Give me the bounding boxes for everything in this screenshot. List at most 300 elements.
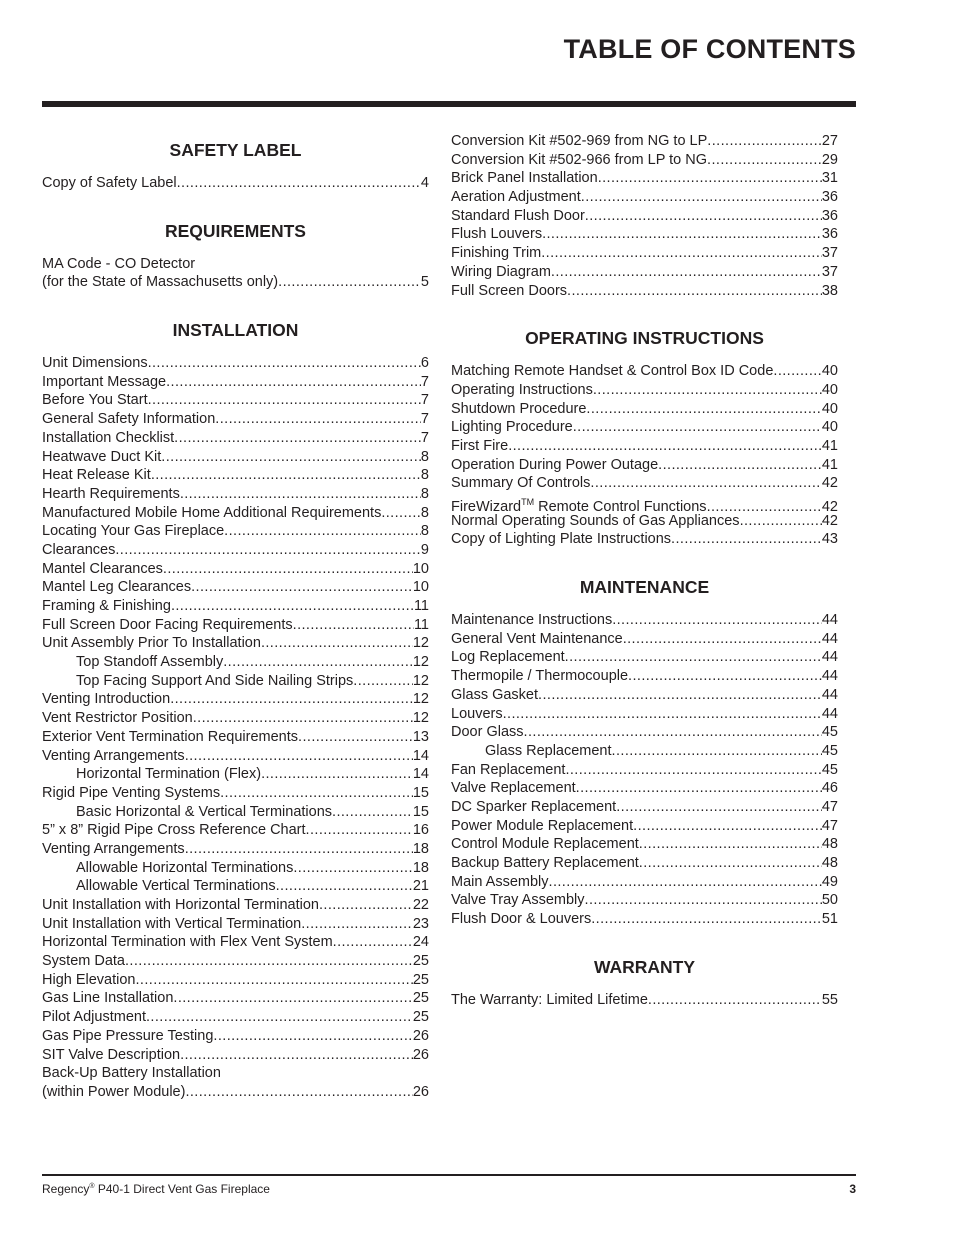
toc-entry-page-number: 41 <box>821 456 838 473</box>
dot-leader <box>633 817 822 836</box>
toc-entry-title: Before You Start <box>42 392 148 409</box>
toc-entry-list <box>42 255 429 292</box>
toc-entry-title: Installation Checklist <box>42 429 175 446</box>
toc-entry-title: Venting Arrangements <box>42 840 185 857</box>
dot-leader <box>542 225 822 244</box>
toc-entry-title: General Vent Maintenance <box>451 630 623 647</box>
dot-leader <box>623 630 822 649</box>
toc-entry[interactable] <box>451 611 838 630</box>
section-heading-requirements: REQUIREMENTS <box>165 220 306 241</box>
toc-entry-page-number: 14 <box>412 747 429 764</box>
toc-entry[interactable] <box>451 244 838 263</box>
toc-entry-page-number: 25 <box>412 990 429 1007</box>
toc-entry-page-number: 40 <box>821 381 838 398</box>
toc-entry[interactable] <box>451 854 838 873</box>
toc-entry-title: Unit Assembly Prior To Installation <box>42 635 261 652</box>
section-heading-safety-label: SAFETY LABEL <box>169 140 302 160</box>
dot-leader <box>551 263 822 282</box>
toc-entry[interactable] <box>451 418 838 437</box>
toc-entry[interactable] <box>42 821 429 840</box>
section-heading-operating-instructions: OPERATING INSTRUCTIONS <box>525 328 764 349</box>
toc-entry[interactable] <box>451 705 838 724</box>
toc-entry[interactable] <box>451 910 838 929</box>
top-divider <box>42 101 856 107</box>
toc-entry-title: General Safety Information <box>42 411 216 428</box>
dot-leader <box>541 244 822 263</box>
toc-entry[interactable] <box>42 522 429 541</box>
toc-entry-page-number: 40 <box>821 419 838 436</box>
toc-entry[interactable] <box>451 817 838 836</box>
dot-leader <box>567 282 822 301</box>
toc-entry[interactable] <box>42 174 429 193</box>
toc-entry-page-number: 10 <box>412 560 429 577</box>
dot-leader <box>220 784 413 803</box>
toc-entry-title: Unit Dimensions <box>42 355 148 372</box>
dot-leader <box>612 742 822 761</box>
dot-leader <box>508 437 822 456</box>
dot-leader <box>658 456 822 475</box>
toc-entry-page-number: 40 <box>821 400 838 417</box>
toc-entry-page-number: 36 <box>821 226 838 243</box>
toc-entry-page-number: 16 <box>412 822 429 839</box>
section-heading-installation: INSTALLATION <box>172 320 299 341</box>
toc-entry[interactable] <box>42 273 429 292</box>
dot-leader <box>136 971 413 990</box>
toc-entry-page-number: 25 <box>412 1009 429 1026</box>
toc-entry[interactable] <box>451 530 838 549</box>
toc-entry-title: Allowable Horizontal Terminations <box>76 859 294 876</box>
toc-entry[interactable] <box>451 151 838 170</box>
dot-leader <box>616 798 822 817</box>
toc-entry[interactable] <box>42 255 429 274</box>
toc-entry-title: Normal Operating Sounds of Gas Appliances <box>451 512 740 529</box>
dot-leader <box>174 429 421 448</box>
toc-entry-title: Lighting Procedure <box>451 419 573 436</box>
dot-leader <box>298 728 413 747</box>
dot-leader <box>146 1008 413 1027</box>
dot-leader <box>185 747 413 766</box>
toc-entry-title: Manufactured Mobile Home Additional Requirements <box>42 504 382 521</box>
dot-leader <box>333 933 413 952</box>
toc-entry-title: DC Sparker Replacement <box>451 798 617 815</box>
toc-entry-page-number: 12 <box>412 691 429 708</box>
toc-entry[interactable] <box>451 991 838 1010</box>
toc-entry-title: Top Facing Support And Side Nailing Strips <box>76 672 354 689</box>
dot-leader <box>170 690 413 709</box>
toc-entry-title: Wiring Diagram <box>451 263 551 280</box>
toc-entry-title: Basic Horizontal & Vertical Terminations <box>76 803 333 820</box>
toc-entry-page-number: 8 <box>420 448 429 465</box>
toc-entry-page-number: 18 <box>412 859 429 876</box>
toc-entry[interactable] <box>451 132 838 151</box>
toc-entry-title: Locating Your Gas Fireplace <box>42 523 225 540</box>
footer-page-number: 3 <box>849 1182 856 1196</box>
toc-entry-title: Glass Gasket <box>451 686 539 703</box>
toc-entry[interactable] <box>451 282 838 301</box>
toc-entry-title: Copy of Safety Label <box>42 175 177 191</box>
toc-entry[interactable] <box>451 891 838 910</box>
toc-entry[interactable] <box>42 391 429 410</box>
dot-leader <box>163 560 413 579</box>
toc-entry-title: Glass Replacement <box>485 742 612 759</box>
toc-entry-page-number: 8 <box>420 504 429 521</box>
toc-entry[interactable] <box>42 1083 429 1102</box>
toc-entry[interactable] <box>451 742 838 761</box>
toc-entry-title: Valve Tray Assembly <box>451 892 585 909</box>
dot-leader <box>585 891 822 910</box>
toc-entry-title: Shutdown Procedure <box>451 400 587 417</box>
toc-entry-page-number: 50 <box>821 892 838 909</box>
toc-entry[interactable] <box>42 373 429 392</box>
toc-entry-page-number: 48 <box>821 855 838 871</box>
toc-entry-page-number: 45 <box>821 724 838 741</box>
dot-leader <box>549 873 822 892</box>
toc-entry-page-number: 12 <box>412 635 429 652</box>
toc-entry-page-number: 8 <box>420 485 429 502</box>
toc-entry-title: Allowable Vertical Terminations <box>76 878 276 895</box>
toc-entry-page-number: 6 <box>420 355 429 372</box>
dot-leader <box>639 835 822 854</box>
toc-entry-page-number: 7 <box>420 392 429 409</box>
dot-leader <box>173 989 412 1008</box>
dot-leader <box>161 448 421 467</box>
toc-entry-title: The Warranty: Limited Lifetime <box>451 991 648 1008</box>
dot-leader <box>591 910 822 929</box>
toc-entry[interactable] <box>42 634 429 653</box>
toc-entry-title: Gas Pipe Pressure Testing <box>42 1027 214 1044</box>
registered-mark: ® <box>89 1183 95 1190</box>
toc-entry-page-number: 44 <box>821 630 838 647</box>
bottom-divider <box>42 1174 856 1176</box>
toc-entry[interactable] <box>42 896 429 915</box>
dot-leader <box>261 765 413 784</box>
toc-entry[interactable] <box>451 798 838 817</box>
toc-entry-title: Pilot Adjustment <box>42 1009 146 1026</box>
toc-entry-page-number: 12 <box>412 710 429 727</box>
toc-entry-title: (within Power Module) <box>42 1083 186 1100</box>
toc-entry-title: Flush Door & Louvers <box>451 911 592 928</box>
dot-leader <box>166 373 421 392</box>
toc-entry-title: Venting Introduction <box>42 691 171 708</box>
toc-entry-page-number: 45 <box>821 761 838 778</box>
toc-entry-page-number: 14 <box>412 766 429 783</box>
toc-entry-page-number: 5 <box>420 274 429 291</box>
toc-entry-title: Louvers <box>451 705 503 722</box>
dot-leader <box>648 991 822 1010</box>
toc-entry[interactable] <box>451 835 838 854</box>
toc-entry[interactable] <box>42 616 429 635</box>
toc-entry-page-number: 37 <box>821 263 838 280</box>
toc-entry[interactable] <box>42 840 429 859</box>
dot-leader <box>151 466 421 485</box>
toc-entry[interactable] <box>451 873 838 892</box>
trademark-mark: TM <box>521 497 535 507</box>
toc-entry-title: Rigid Pipe Venting Systems <box>42 784 221 801</box>
dot-leader <box>565 648 822 667</box>
toc-entry[interactable] <box>451 169 838 188</box>
toc-entry[interactable] <box>42 1064 429 1083</box>
toc-entry-page-number: 9 <box>420 541 429 558</box>
toc-entry-title: Conversion Kit #502-969 from NG to LP <box>451 133 708 149</box>
toc-entry[interactable] <box>451 630 838 649</box>
dot-leader <box>773 362 821 381</box>
toc-entry-title: Important Message <box>42 373 167 390</box>
toc-entry-page-number: 26 <box>412 1083 429 1100</box>
toc-entry-page-number: 43 <box>821 531 838 548</box>
toc-entry[interactable] <box>451 225 838 244</box>
toc-entry-title: Summary Of Controls <box>451 475 591 492</box>
toc-entry-title: Heat Release Kit <box>42 467 151 484</box>
toc-entry-page-number: 26 <box>412 1046 429 1063</box>
toc-entry-page-number: 12 <box>412 672 429 689</box>
dot-leader <box>319 896 413 915</box>
toc-entry-list <box>451 611 838 929</box>
dot-leader <box>185 840 413 859</box>
toc-entry-page-number: 10 <box>412 579 429 596</box>
dot-leader <box>628 667 822 686</box>
dot-leader <box>538 686 822 705</box>
toc-entry[interactable] <box>451 493 838 515</box>
toc-entry-page-number: 47 <box>821 798 838 815</box>
section-heading-warranty: WARRANTY <box>593 956 696 977</box>
toc-entry-page-number: 12 <box>412 654 429 671</box>
dot-leader <box>148 354 421 373</box>
toc-entry-title: Conversion Kit #502-966 from LP to NG <box>451 151 708 168</box>
dot-leader <box>332 803 413 822</box>
dot-leader <box>585 207 822 226</box>
toc-entry[interactable] <box>451 381 838 400</box>
toc-entry-page-number: 42 <box>821 512 838 529</box>
footer-brand: Regency <box>42 1182 90 1196</box>
toc-entry-list <box>42 354 429 1102</box>
toc-entry-list <box>451 991 838 1010</box>
toc-entry-title: Gas Line Installation <box>42 990 174 1007</box>
toc-entry-title: MA Code - CO Detector <box>42 255 196 272</box>
dot-leader <box>223 653 413 672</box>
toc-entry[interactable] <box>42 971 429 990</box>
dot-leader <box>381 504 421 523</box>
toc-entry-title: Vent Restrictor Position <box>42 710 193 727</box>
toc-entry-page-number: 23 <box>412 915 429 932</box>
dot-leader <box>213 1027 412 1046</box>
toc-entry-title: Mantel Leg Clearances <box>42 579 192 596</box>
toc-entry[interactable] <box>42 448 429 467</box>
toc-entry-title: Operating Instructions <box>451 381 593 398</box>
toc-entry-page-number: 46 <box>821 780 838 797</box>
toc-entry-page-number: 44 <box>821 668 838 685</box>
toc-entry-title: First Fire <box>451 437 509 454</box>
toc-entry-title: Full Screen Doors <box>451 282 568 299</box>
toc-entry[interactable] <box>451 723 838 742</box>
toc-entry-title: Operation During Power Outage <box>451 456 659 473</box>
toc-entry-page-number: 44 <box>821 705 838 722</box>
toc-entry-page-number: 36 <box>821 189 838 206</box>
toc-entry-page-number: 36 <box>821 207 838 224</box>
toc-entry[interactable] <box>451 188 838 207</box>
toc-entry-page-number: 27 <box>821 133 838 149</box>
toc-entry[interactable] <box>42 578 429 597</box>
toc-entry-page-number: 11 <box>413 598 429 614</box>
toc-entry-title: Door Glass <box>451 724 524 741</box>
toc-entry-title: Flush Louvers <box>451 226 543 243</box>
dot-leader <box>639 854 822 873</box>
toc-entry-page-number: 8 <box>420 523 429 540</box>
toc-entry-page-number: 11 <box>413 616 429 633</box>
toc-entry-page-number: 31 <box>821 170 838 187</box>
toc-entry[interactable] <box>42 354 429 373</box>
toc-entry-title: Backup Battery Replacement <box>451 855 639 871</box>
dot-leader <box>171 597 414 616</box>
toc-entry-page-number: 22 <box>412 897 429 913</box>
toc-entry-page-number: 7 <box>420 429 429 446</box>
toc-entry[interactable] <box>451 474 838 493</box>
dot-leader <box>180 1046 413 1065</box>
toc-entry[interactable] <box>42 560 429 579</box>
toc-entry-title: Full Screen Door Facing Requirements <box>42 616 293 633</box>
toc-entry-title: SIT Valve Description <box>42 1046 181 1063</box>
dot-leader <box>598 169 822 188</box>
toc-entry-title: Aeration Adjustment <box>451 189 581 206</box>
toc-entry[interactable] <box>42 690 429 709</box>
toc-entry-title: System Data <box>42 953 125 970</box>
section-heading-maintenance: MAINTENANCE <box>579 577 710 598</box>
toc-entry-title: Standard Flush Door <box>451 207 585 224</box>
toc-entry[interactable] <box>42 429 429 448</box>
toc-entry[interactable] <box>42 803 429 822</box>
toc-entry[interactable] <box>42 933 429 952</box>
toc-entry-list <box>42 174 429 193</box>
dot-leader <box>180 485 421 504</box>
dot-leader <box>276 877 413 896</box>
toc-entry-title: Main Assembly <box>451 873 549 890</box>
toc-entry[interactable] <box>42 504 429 523</box>
toc-entry-title: Log Replacement <box>451 649 565 666</box>
toc-entry-title: Thermopile / Thermocouple <box>451 668 629 685</box>
toc-entry[interactable] <box>42 1008 429 1027</box>
dot-leader <box>576 779 822 798</box>
toc-entry-page-number: 44 <box>821 649 838 666</box>
dot-leader <box>191 578 413 597</box>
toc-entry-title: Horizontal Termination with Flex Vent System <box>42 934 333 951</box>
toc-entry-page-number: 29 <box>821 151 838 168</box>
toc-entry[interactable] <box>451 512 838 531</box>
toc-entry[interactable] <box>451 400 838 419</box>
toc-entry-page-number: 44 <box>821 612 838 629</box>
toc-entry[interactable] <box>42 784 429 803</box>
toc-entry-page-number: 38 <box>821 282 838 299</box>
toc-entry[interactable] <box>42 728 429 747</box>
dot-leader <box>261 634 413 653</box>
toc-entry-page-number: 47 <box>821 817 838 834</box>
toc-entry-title: Horizontal Termination (Flex) <box>76 766 262 783</box>
toc-entry[interactable] <box>42 485 429 504</box>
toc-entry[interactable] <box>42 1027 429 1046</box>
toc-entry-title: (for the State of Massachusetts only) <box>42 274 279 291</box>
toc-entry[interactable] <box>42 653 429 672</box>
toc-entry[interactable] <box>42 541 429 560</box>
dot-leader <box>573 418 822 437</box>
dot-leader <box>565 761 821 780</box>
dot-leader <box>301 915 413 934</box>
dot-leader <box>590 474 821 493</box>
toc-entry-page-number: 21 <box>412 878 429 895</box>
toc-entry[interactable] <box>451 362 838 381</box>
dot-leader <box>524 723 822 742</box>
toc-entry-title: Control Module Replacement <box>451 836 639 853</box>
dot-leader <box>185 1083 412 1102</box>
toc-entry[interactable] <box>42 1046 429 1065</box>
toc-entry-title: Copy of Lighting Plate Instructions <box>451 531 672 548</box>
toc-entry[interactable] <box>42 877 429 896</box>
toc-entry-title: Finishing Trim <box>451 245 542 262</box>
toc-entry-page-number: 49 <box>821 873 838 890</box>
toc-entry[interactable] <box>451 667 838 686</box>
dot-leader <box>224 522 421 541</box>
toc-entry[interactable] <box>42 952 429 971</box>
toc-entry[interactable] <box>42 597 429 616</box>
toc-entry[interactable] <box>42 747 429 766</box>
toc-entry-title: Top Standoff Assembly <box>76 654 224 671</box>
toc-entry[interactable] <box>42 466 429 485</box>
toc-entry[interactable] <box>42 672 429 691</box>
toc-entry-page-number: 7 <box>420 411 429 428</box>
toc-entry-title: Heatwave Duct Kit <box>42 448 162 465</box>
toc-entry-page-number: 40 <box>821 363 838 380</box>
toc-entry[interactable] <box>42 765 429 784</box>
dot-leader <box>125 952 413 971</box>
toc-entry[interactable] <box>451 456 838 475</box>
toc-entry[interactable] <box>451 779 838 798</box>
toc-entry[interactable] <box>42 410 429 429</box>
toc-entry-title: Venting Arrangements <box>42 747 185 764</box>
toc-entry-title: High Elevation <box>42 971 136 988</box>
dot-leader <box>215 410 421 429</box>
toc-entry-page-number: 55 <box>821 991 838 1008</box>
toc-entry[interactable] <box>451 686 838 705</box>
dot-leader <box>503 705 822 724</box>
toc-entry-page-number: 4 <box>420 175 429 191</box>
toc-entry-page-number: 26 <box>412 1027 429 1044</box>
dot-leader <box>586 400 821 419</box>
toc-entry-page-number: 15 <box>412 784 429 801</box>
dot-leader <box>353 672 413 691</box>
toc-entry[interactable] <box>42 915 429 934</box>
toc-entry-title-text: Remote Control Functions <box>534 498 707 515</box>
toc-entry[interactable] <box>451 437 838 456</box>
toc-entry-title: Matching Remote Handset & Control Box ID Code <box>451 363 774 380</box>
footer-product <box>42 1182 270 1196</box>
dot-leader <box>306 821 413 840</box>
toc-entry[interactable] <box>42 989 429 1008</box>
toc-entry[interactable] <box>42 859 429 878</box>
dot-leader <box>193 709 413 728</box>
toc-entry-page-number: 7 <box>420 373 429 390</box>
page-title: TABLE OF CONTENTS <box>563 34 856 64</box>
toc-entry[interactable] <box>451 761 838 780</box>
dot-leader <box>293 859 413 878</box>
toc-entry[interactable] <box>42 709 429 728</box>
toc-entry[interactable] <box>451 207 838 226</box>
toc-entry[interactable] <box>451 648 838 667</box>
toc-entry-list <box>451 132 838 300</box>
dot-leader <box>593 381 822 400</box>
toc-entry-page-number: 25 <box>412 971 429 988</box>
toc-entry-page-number: 13 <box>412 728 429 745</box>
toc-entry[interactable] <box>451 263 838 282</box>
toc-entry-page-number: 45 <box>821 742 838 759</box>
toc-entry-page-number: 18 <box>412 840 429 857</box>
toc-entry-page-number: 8 <box>420 467 429 484</box>
